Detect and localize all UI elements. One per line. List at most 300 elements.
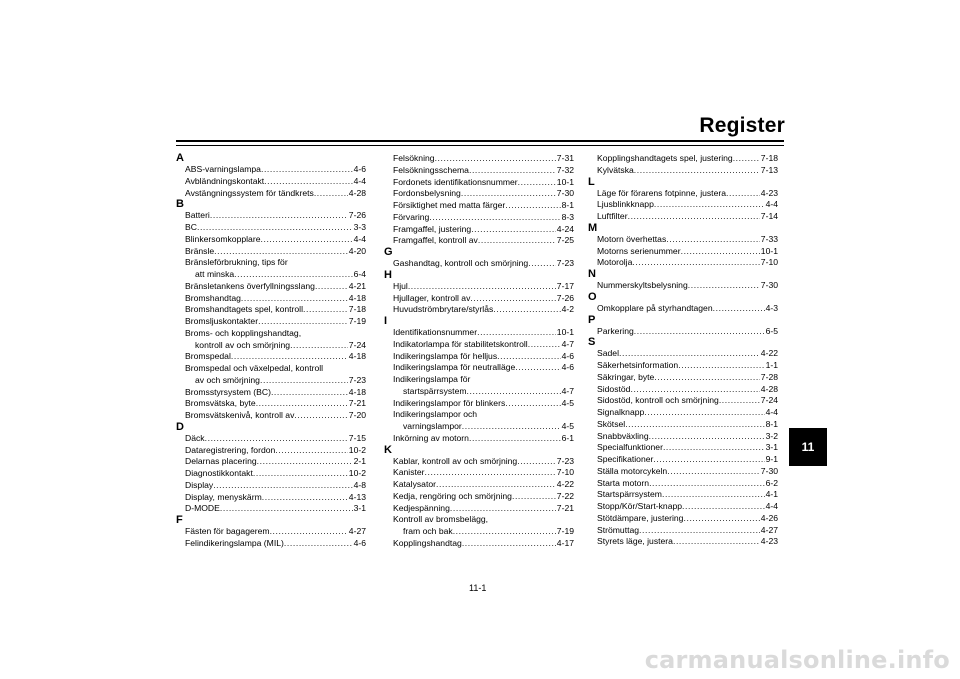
index-letter: K	[384, 443, 392, 456]
index-entry-page: 7-22	[556, 490, 574, 501]
index-entry	[384, 327, 574, 339]
dot-leader	[425, 467, 556, 479]
dot-leader	[477, 327, 556, 339]
index-entry	[588, 257, 778, 269]
index-letter: P	[588, 313, 596, 326]
index-entry-text: Ljusblinkknapp	[597, 199, 654, 210]
index-entry-text: Bromspedal	[185, 351, 231, 362]
index-entry-page: 4-23	[760, 536, 778, 547]
dot-leader	[512, 491, 556, 503]
dot-leader	[231, 351, 348, 363]
index-entry-text: Fordonsbelysning	[393, 188, 461, 199]
index-column-2	[384, 153, 574, 550]
index-entry	[588, 211, 778, 223]
index-entry-page: 7-21	[556, 502, 574, 513]
dot-leader	[719, 395, 760, 407]
index-entry-page: 4-24	[556, 223, 574, 234]
index-entry-page: 7-25	[556, 235, 574, 246]
index-entry-text: Indikatorlampa för stabilitetskontroll	[393, 338, 528, 349]
index-entry-text: varningslampor	[403, 421, 462, 431]
index-entry	[176, 222, 366, 234]
index-entry-text: Sidostöd, kontroll och smörjning	[597, 395, 719, 406]
index-entry-text: Signalknapp	[597, 407, 645, 417]
dot-leader	[408, 281, 556, 293]
index-entry-text: Huvudströmbrytare/styrlås	[393, 304, 494, 315]
index-entry-page: 8-1	[561, 200, 574, 210]
dot-leader	[258, 316, 348, 328]
index-entry-page: 4-23	[760, 187, 778, 198]
index-entry	[384, 362, 574, 374]
index-entry-text: kontroll av och smörjning	[195, 339, 291, 350]
index-entry-page: 7-24	[760, 395, 778, 406]
dot-leader	[435, 153, 556, 165]
dot-leader	[497, 351, 560, 363]
index-entry-text: Omkopplare på styrhandtagen	[597, 302, 713, 313]
index-entry-page: 10-2	[348, 444, 366, 455]
index-entry-text: Snabbväxling	[597, 430, 649, 441]
index-entry	[176, 398, 366, 410]
dot-leader	[662, 489, 765, 501]
index-entry	[384, 467, 574, 479]
index-entry-text: Strömuttag	[597, 524, 640, 535]
index-entry-text: Kablar, kontroll av och smörjning	[393, 455, 518, 466]
index-entry-page: 7-18	[760, 153, 778, 163]
index-entry-page: 4-6	[561, 350, 574, 361]
index-entry	[176, 387, 366, 399]
index-entry	[384, 153, 574, 165]
index-entry-page: 8-3	[561, 211, 574, 222]
index-entry	[588, 188, 778, 200]
index-entry-text: Indikeringslampor för blinkers	[393, 397, 506, 408]
index-entry	[384, 386, 574, 398]
index-entry-page: 7-19	[556, 526, 574, 536]
index-entry-text: Sidostöd	[597, 383, 631, 394]
index-entry-page: 7-20	[348, 410, 366, 420]
index-entry	[588, 478, 778, 490]
index-entry-text: Kedja, rengöring och smörjning	[393, 490, 512, 501]
index-entry-page: 4-18	[348, 351, 366, 362]
index-entry	[176, 480, 366, 492]
index-letter: A	[176, 152, 184, 164]
index-entry-page: 4-4	[353, 233, 366, 244]
index-entry	[384, 421, 574, 433]
index-entry-text: Bromspedal och växelpedal, kontroll	[185, 363, 324, 373]
index-entry-page: 7-23	[348, 374, 366, 385]
dot-leader	[271, 387, 348, 399]
dot-leader	[314, 188, 348, 200]
dot-leader	[462, 421, 561, 433]
index-entry	[588, 153, 778, 165]
index-entry	[588, 348, 778, 360]
index-entry-page: 4-28	[760, 383, 778, 394]
index-entry	[384, 503, 574, 515]
dot-leader	[284, 538, 353, 550]
index-column-3	[588, 153, 778, 548]
index-entry-page: 8-1	[765, 418, 778, 429]
index-entry	[384, 538, 574, 550]
index-entry	[176, 210, 366, 222]
index-entry-page: 7-33	[760, 233, 778, 244]
index-entry-text: Display, menyskärm	[185, 491, 262, 502]
header-rule-thin	[176, 145, 784, 146]
index-letter: L	[588, 175, 595, 188]
index-entry	[384, 433, 574, 445]
index-entry	[176, 526, 366, 538]
dot-leader	[654, 199, 765, 211]
index-entry-text: Stopp/Kör/Start-knapp	[597, 501, 683, 511]
index-entry	[384, 479, 574, 491]
index-entry-text: Diagnostikkontakt	[185, 468, 253, 478]
dot-leader	[241, 293, 348, 305]
dot-leader	[649, 478, 765, 490]
dot-leader	[469, 165, 556, 177]
dot-leader	[260, 234, 352, 246]
index-entry	[384, 258, 574, 270]
index-entry-text: Nummerskyltsbelysning	[597, 280, 688, 290]
index-letter: S	[588, 336, 596, 349]
index-entry-text: Bromsvätska, byte	[185, 398, 256, 409]
dot-leader	[234, 269, 352, 281]
dot-leader	[528, 258, 556, 270]
index-entry-text: Avbländningskontakt	[185, 175, 265, 186]
index-entry	[176, 316, 366, 328]
index-entry	[176, 445, 366, 457]
dot-leader	[214, 246, 348, 258]
index-entry-text: Bränsletankens överfyllningsslang	[185, 280, 315, 291]
index-entry-page: 4-20	[348, 245, 366, 256]
index-entry-page: 3-3	[353, 222, 366, 232]
dot-leader	[260, 375, 348, 387]
index-letter: F	[176, 514, 183, 526]
index-entry-page: 4-6	[561, 362, 574, 373]
dot-leader	[682, 501, 765, 513]
index-letter: H	[384, 268, 392, 281]
index-entry-page: 4-4	[765, 407, 778, 417]
dot-leader	[625, 419, 764, 431]
index-entry-page: 7-19	[348, 316, 366, 326]
index-entry-page: 4-4	[765, 501, 778, 511]
dot-leader	[256, 398, 348, 410]
dot-leader	[290, 340, 348, 352]
index-entry	[384, 351, 574, 363]
index-entry	[588, 513, 778, 525]
index-entry-text: Felindikeringslampa (MIL)	[185, 537, 284, 548]
index-entry-text: Inkörning av motorn	[393, 432, 469, 443]
index-entry-page: 4-3	[765, 302, 778, 313]
index-entry-page: 4-4	[765, 199, 778, 210]
index-entry-text: Stötdämpare, justering	[597, 512, 684, 523]
index-entry	[176, 340, 366, 352]
dot-leader	[678, 360, 764, 372]
index-entry-text: Hjul	[393, 280, 408, 291]
dot-leader	[518, 177, 556, 189]
dot-leader	[654, 372, 759, 384]
index-entry-page: 2-1	[353, 456, 366, 467]
page-title: Register	[699, 114, 785, 137]
index-entry-page: 7-15	[348, 432, 366, 443]
index-entry	[384, 165, 574, 177]
dot-leader	[666, 234, 760, 246]
index-entry-text: Indikeringslampa för helljus	[393, 350, 498, 361]
index-entry	[588, 360, 778, 372]
index-entry-text: Kontroll av bromsbelägg,	[393, 514, 489, 525]
index-entry-page: 4-27	[760, 524, 778, 535]
dot-leader	[505, 200, 560, 212]
index-entry-text: Bromshandtag	[185, 292, 241, 303]
index-entry-page: 4-4	[353, 175, 366, 186]
dot-leader	[653, 454, 764, 466]
dot-leader	[470, 293, 555, 305]
index-entry-text: Starta motorn	[597, 477, 650, 488]
index-entry-page: 4-8	[353, 479, 366, 490]
dot-leader	[253, 468, 348, 480]
index-entry-text: Fästen för bagagerem	[185, 526, 270, 536]
index-entry-text: Batteri	[185, 210, 210, 221]
dot-leader	[478, 235, 556, 247]
index-entry-text: Bromsvätskenivå, kontroll av	[185, 410, 295, 420]
dot-leader	[673, 536, 760, 548]
index-entry-text: Katalysator	[393, 479, 436, 489]
dot-leader	[517, 456, 556, 468]
dot-leader	[630, 384, 759, 396]
index-entry	[176, 246, 366, 258]
index-entry-text: Avstängningssystem för tändkrets	[185, 187, 314, 198]
index-entry-page: 4-18	[348, 386, 366, 397]
index-entry	[588, 280, 778, 292]
index-entry-text: Bromshandtagets spel, kontroll	[185, 304, 303, 315]
index-entry-page: 7-23	[556, 258, 574, 268]
index-entry-text: Kedjespänning	[393, 502, 450, 513]
dot-leader	[681, 246, 760, 258]
dot-leader	[683, 513, 759, 525]
index-entry-page: 4-18	[348, 292, 366, 303]
index-entry-page: 4-6	[353, 537, 366, 548]
index-letter: O	[588, 290, 597, 303]
index-entry-page: 10-1	[556, 176, 574, 187]
index-entry-text: Kopplingshandtagets spel, justering	[597, 153, 733, 163]
index-entry-page: 3-1	[353, 503, 366, 514]
index-entry-page: 6-5	[765, 325, 778, 336]
index-entry	[384, 224, 574, 236]
index-entry-page: 4-6	[353, 164, 366, 174]
index-entry-page: 10-1	[556, 327, 574, 337]
index-entry-page: 4-5	[561, 421, 574, 431]
index-entry	[384, 514, 574, 526]
index-entry	[588, 395, 778, 407]
index-entry-text: Luftfilter	[597, 211, 628, 221]
index-entry-text: Felsökningsschema	[393, 164, 469, 175]
index-entry-page: 4-2	[561, 304, 574, 315]
dot-leader	[733, 153, 760, 165]
index-entry	[384, 293, 574, 305]
index-entry	[176, 257, 366, 269]
index-letter: N	[588, 268, 596, 280]
index-entry-page: 7-23	[556, 455, 574, 466]
index-entry-text: Ställa motorcykeln	[597, 465, 668, 476]
index-entry-page: 7-26	[348, 210, 366, 221]
index-entry-page: 7-21	[348, 398, 366, 409]
index-entry-page: 4-22	[760, 348, 778, 359]
header-rule-thick	[176, 140, 784, 142]
index-entry-text: Motorn överhettas	[597, 233, 667, 244]
index-entry	[588, 165, 778, 177]
index-entry	[384, 409, 574, 421]
index-entry	[588, 199, 778, 211]
index-entry-text: Framgaffel, justering	[393, 223, 472, 234]
dot-leader	[213, 480, 352, 492]
index-entry-page: 1-1	[765, 360, 778, 370]
dot-leader	[210, 210, 348, 222]
index-entry	[588, 442, 778, 454]
index-entry-page: 7-30	[760, 280, 778, 290]
index-entry-text: Förvaring	[393, 211, 430, 222]
dot-leader	[462, 538, 556, 550]
index-entry-page: 7-31	[556, 153, 574, 163]
index-entry-text: BC	[185, 222, 197, 232]
index-entry-page: 6-2	[765, 477, 778, 488]
index-entry-text: Kanister	[393, 467, 425, 478]
index-entry	[176, 503, 366, 515]
index-entry-text: Indikeringslampa för neutralläge	[393, 362, 516, 373]
dot-leader	[667, 466, 760, 478]
index-entry	[588, 431, 778, 443]
index-entry-page: 4-28	[348, 187, 366, 198]
dot-leader	[197, 222, 353, 234]
index-entry	[176, 328, 366, 340]
dot-leader	[634, 326, 765, 338]
dot-leader	[639, 525, 760, 537]
index-entry-text: Försiktighet med matta färger	[393, 200, 506, 210]
index-entry-text: Säkringar, byte	[597, 371, 655, 382]
index-entry	[176, 492, 366, 504]
index-entry-page: 7-14	[760, 211, 778, 221]
index-entry	[588, 419, 778, 431]
dot-leader	[649, 431, 765, 443]
index-letter: I	[384, 315, 388, 327]
index-entry	[588, 454, 778, 466]
dot-leader	[303, 304, 348, 316]
index-entry-text: Kopplingshandtag	[393, 537, 462, 548]
index-entry	[384, 304, 574, 316]
dot-leader	[628, 211, 760, 223]
index-entry-page: 4-13	[348, 491, 366, 502]
dot-leader	[469, 433, 561, 445]
index-entry-text: av och smörjning	[195, 374, 260, 385]
chapter-tab: 11	[789, 428, 827, 466]
dot-leader	[619, 348, 760, 360]
index-entry	[384, 526, 574, 538]
index-entry	[588, 303, 778, 315]
dot-leader	[471, 224, 556, 236]
index-entry-text: Broms- och kopplingshandtag,	[185, 327, 302, 338]
index-entry	[176, 363, 366, 375]
index-entry-page: 4-17	[556, 537, 574, 548]
dot-leader	[429, 212, 560, 224]
index-entry-page: 4-22	[556, 479, 574, 489]
index-entry-text: Motorns serienummer	[597, 245, 681, 256]
index-entry-text: Felsökning	[393, 153, 435, 163]
index-entry	[588, 246, 778, 258]
index-entry	[384, 235, 574, 247]
dot-leader	[461, 188, 556, 200]
dot-leader	[220, 503, 353, 515]
index-entry-page: 4-7	[561, 385, 574, 396]
index-entry	[176, 433, 366, 445]
dot-leader	[634, 165, 760, 177]
index-entry-text: ABS-varningslampa	[185, 164, 261, 174]
index-entry-page: 4-26	[760, 512, 778, 523]
index-entry	[588, 525, 778, 537]
index-entry-text: Bromsljuskontakter	[185, 316, 259, 326]
index-letter: G	[384, 246, 393, 258]
dot-leader	[632, 257, 759, 269]
index-entry-text: Blinkersomkopplare	[185, 233, 261, 244]
dot-leader	[663, 442, 765, 454]
index-entry-text: Delarnas placering	[185, 456, 257, 467]
index-letter: D	[176, 420, 184, 433]
index-entry-page: 7-10	[760, 257, 778, 268]
index-entry-text: Indikeringslampor och	[393, 409, 478, 420]
index-entry	[176, 351, 366, 363]
dot-leader	[294, 410, 347, 422]
index-entry-text: Specifikationer	[597, 454, 654, 464]
index-entry	[176, 304, 366, 316]
index-entry	[588, 501, 778, 513]
index-entry	[176, 281, 366, 293]
index-entry-page: 4-5	[561, 397, 574, 408]
index-entry-text: fram och bak	[403, 526, 453, 536]
index-entry	[588, 536, 778, 548]
index-entry-text: Bränsleförbrukning, tips för	[185, 257, 288, 268]
dot-leader	[275, 445, 348, 457]
index-entry-text: Parkering	[597, 325, 634, 336]
dot-leader	[688, 280, 760, 292]
index-entry	[384, 491, 574, 503]
index-entry	[176, 293, 366, 305]
index-entry-page: 10-1	[760, 245, 778, 256]
index-letter: M	[588, 221, 598, 234]
dot-leader	[261, 164, 353, 176]
index-entry	[588, 326, 778, 338]
watermark: carmanualsonline.info	[644, 646, 950, 674]
index-entry	[384, 200, 574, 212]
index-entry-text: Motorolja	[597, 257, 633, 268]
index-entry	[176, 456, 366, 468]
index-entry-page: 4-27	[348, 526, 366, 536]
dot-leader	[467, 386, 561, 398]
dot-leader	[493, 304, 560, 316]
index-entry-text: Bränsle	[185, 245, 215, 256]
index-entry-text: D-MODE	[185, 503, 220, 514]
dot-leader	[205, 433, 348, 445]
index-entry-text: Framgaffel, kontroll av	[393, 235, 478, 246]
index-entry-text: Startspärrsystem	[597, 489, 662, 500]
index-entry-text: Skötsel	[597, 418, 626, 429]
index-entry-page: 4-21	[348, 280, 366, 291]
index-entry-page: 7-28	[760, 371, 778, 382]
dot-leader	[644, 407, 764, 419]
dot-leader	[453, 526, 556, 538]
index-entry-page: 7-18	[348, 304, 366, 315]
index-entry	[176, 269, 366, 281]
index-entry	[176, 176, 366, 188]
index-entry-page: 6-4	[353, 269, 366, 279]
index-entry	[588, 466, 778, 478]
index-entry-text: Sadel	[597, 348, 619, 359]
index-entry-text: Bromsstyrsystem (BC)	[185, 386, 271, 397]
dot-leader	[315, 281, 348, 293]
dot-leader	[505, 398, 560, 410]
